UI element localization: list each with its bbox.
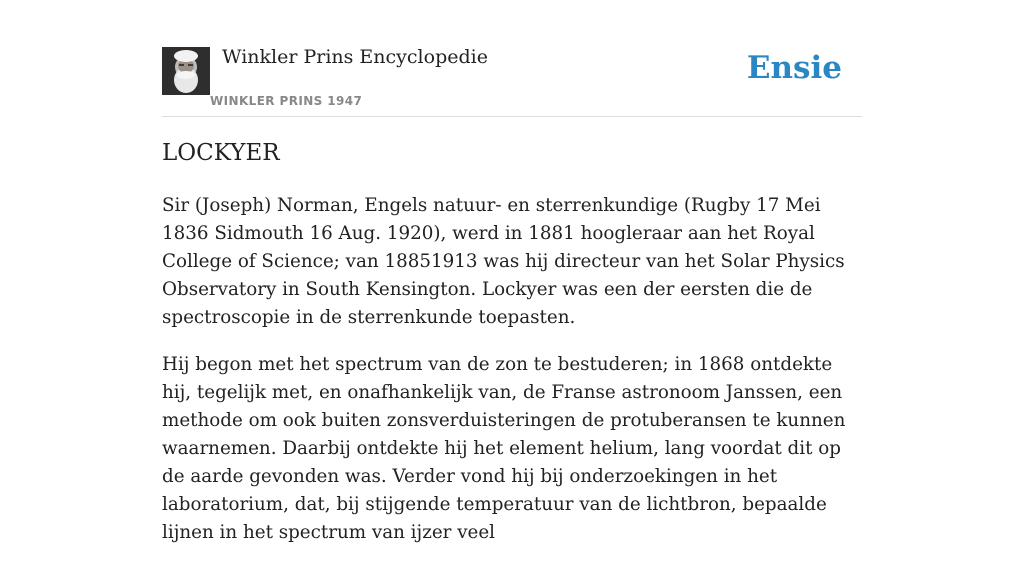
source-subtitle: WINKLER PRINS 1947	[210, 94, 363, 108]
article-body	[162, 192, 862, 566]
bearded-man-portrait-icon	[162, 47, 210, 95]
source-avatar[interactable]	[162, 47, 210, 95]
article-title: LOCKYER	[162, 140, 280, 166]
article-paragraph-2: Hij begon met het spectrum van de zon te bestuderen; in 1868 ontdekte hij, tegelijk met, en onafhankelijk van, de Franse astronoom Janssen, een methode om ook buiten zonsverduisteringen de protuberansen te kunnen waarnemen. Daarbij ontdekte hij het element helium, lang voordat dit op de aarde gevonden was. Verder vond hij bij onderzoekingen in het laboratorium, dat, bij stijgende temperatuur van de lichtbron, bepaalde lijnen in het spectrum van ijzer veel	[162, 354, 846, 543]
article-paragraph-1: Sir (Joseph) Norman, Engels natuur- en sterrenkundige (Rugby 17 Mei 1836 Sidmouth 16 Aug. 1920), werd in 1881 hoogleraar aan het Royal College of Science; van 18851913 was hij directeur van het Solar Physics Observatory in South Kensington. Lockyer was een der eersten die de spectroscopie in de sterrenkunde toepasten.	[162, 195, 845, 328]
source-title-link[interactable]: Winkler Prins Encyclopedie	[222, 46, 488, 68]
source-header	[162, 46, 862, 117]
ensie-logo[interactable]: Ensie	[746, 50, 842, 86]
